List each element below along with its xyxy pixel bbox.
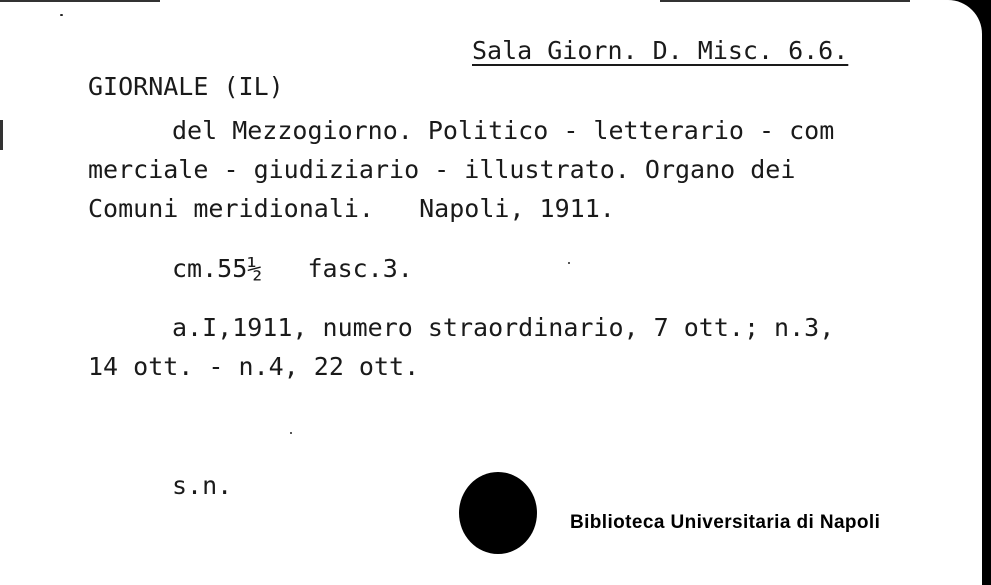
card-edge-mark xyxy=(0,0,160,2)
paper-speck xyxy=(60,14,63,16)
physical-description: cm.55½ fasc.3. xyxy=(172,254,413,283)
description-line-2: merciale - giudiziario - illustrato. Organo dei xyxy=(88,155,796,184)
holdings-line-2: 14 ott. - n.4, 22 ott. xyxy=(88,352,420,381)
paper-speck xyxy=(290,432,292,434)
description-line-3: Comuni meridionali. Napoli, 1911. xyxy=(88,194,615,223)
holdings-line-1: a.I,1911, numero straordinario, 7 ott.; n.3, xyxy=(172,313,835,342)
note-sn: s.n. xyxy=(172,471,233,500)
library-name: Biblioteca Universitaria di Napoli xyxy=(570,512,881,533)
library-seal-icon xyxy=(459,472,537,554)
paper-speck xyxy=(568,262,570,264)
description-line-1: del Mezzogiorno. Politico - letterario - com xyxy=(172,116,835,145)
shelfmark: Sala Giorn. D. Misc. 6.6. xyxy=(472,36,849,65)
card-edge-mark xyxy=(660,0,910,2)
entry-heading: GIORNALE (IL) xyxy=(88,72,284,101)
scan-border xyxy=(982,0,991,585)
card-edge-mark xyxy=(0,120,3,150)
